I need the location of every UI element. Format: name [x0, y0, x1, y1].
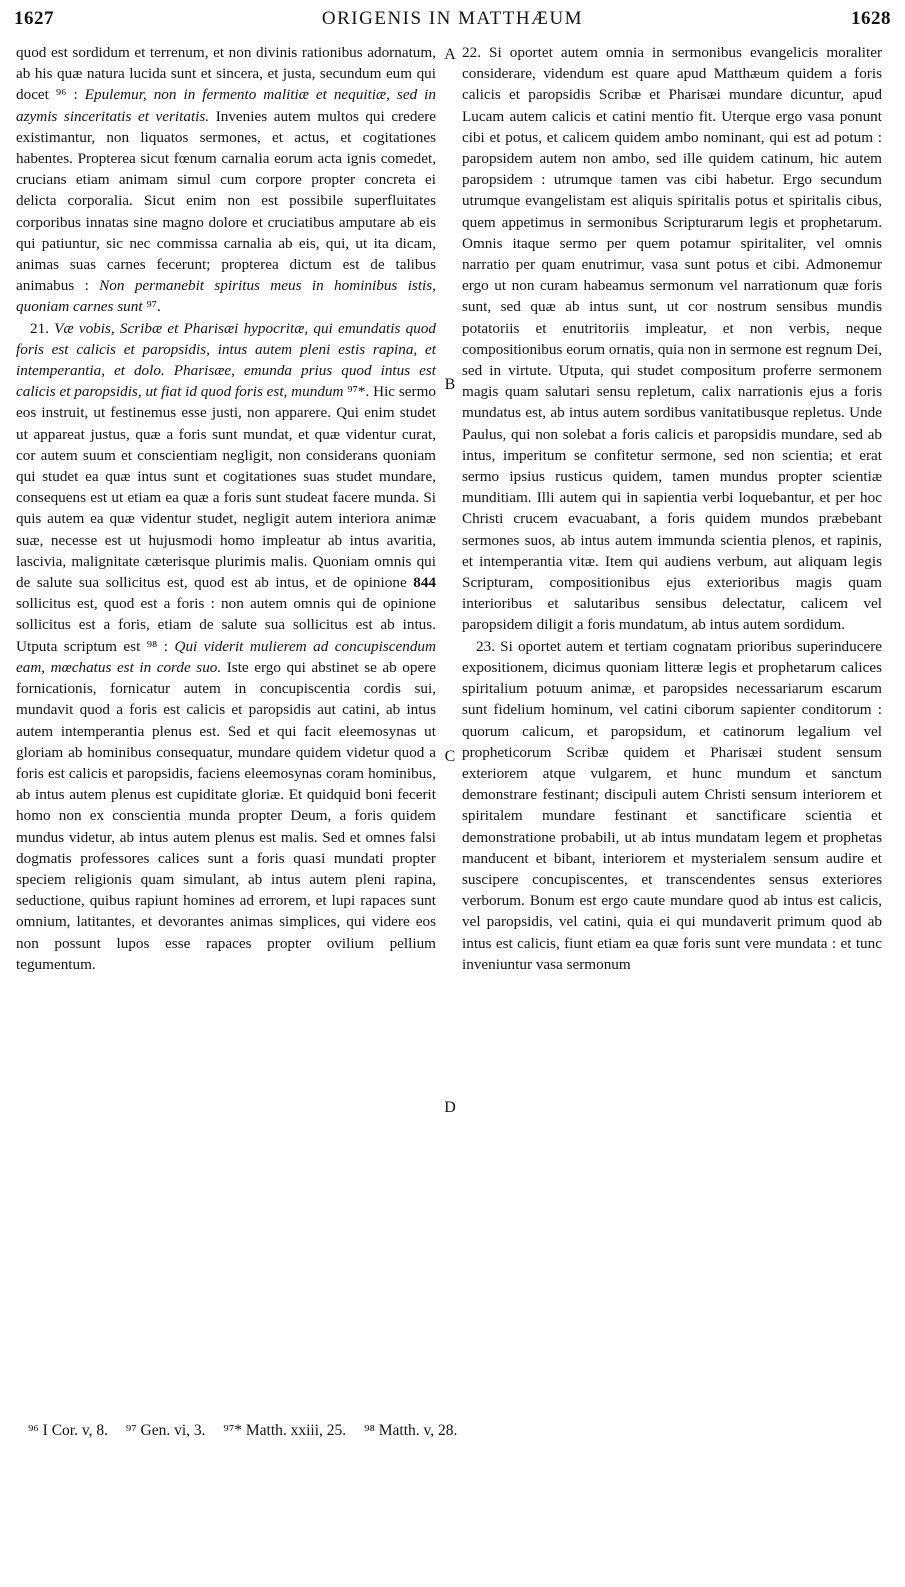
- footnote: ⁹⁸ Matth. v, 28.: [364, 1422, 458, 1439]
- section-number: 23.: [476, 637, 501, 655]
- paragraph: [16, 42, 436, 318]
- body-text: Iste ergo qui abstinet se ab opere fornicationis, fornicatur autem in concupiscentia cordis sui, mundavit quod a foris est calicis et paropsidis aut catini, ab intus autem intemperantia plenus est. Sed et qui facit eleemosynas ut gloriam ab hominibus consequatur, mundare quidem videtur quod a foris est calicis et paropsidis, faciens eleemosynas coram hominibus, ab intus autem plenus est cupiditate gloriæ. Et quidquid boni fecerit homo non ex conscientia munda propter Deum, a foris quidem mundus videtur, ab intus autem plenus est malis. Sed et omnes falsi dogmatis professores calices sunt a foris quasi mundati propter speciem religionis quam simulant, ab intus autem pleni rapina, seductione, quibus rapiunt homines ad errorem, et lupi rapaces sunt omnium, latitantes, et devorantes animas simplices, qui videre eos non possunt lupos esse rapaces propter ovilium pellium tegumentum.: [16, 658, 437, 973]
- body-text: ⁹⁷*. Hic sermo eos instruit, ut festinemus esse justi, non apparere. Qui enim studet ut appareat justus, quæ a foris sunt mundat, et quæ videntur curat, cor autem suum et conscientiam negligit, non considerans quoniam qui studet ea quæ intus sunt et cogitationes suas studet mundare, consequens est ut etiam ea quæ a foris sunt studeat facere munda. Si quis autem ea quæ videntur studet, negligit autem interiora animæ suæ, necesse est ut hujusmodi homo impleatur ab intus avaritia, lascivia, malignitate cæterisque plurimis malis. Quoniam omnis qui de salute sua sollicitus est, quod est ab intus, et de opinione: [16, 383, 436, 592]
- body-text: Invenies autem multos qui credere existimantur, non liquatos sermones, et actus, et cogitationes habentes. Propterea sicut fœnum carnalia eorum acta ignis comedet, crucians etiam animam simul cum corpore propter concreta ei delicta corporalia. Sicut enim non est possibile superfluitates corporibus innatas sine magno dolore et cruciatibus amputare ab eis qui patiuntur, sic nec commissa carnalia ab eis, qui, ut ita dicam, animas suas carnes fecerunt; propterea dictum est de talibus animabus :: [16, 107, 436, 295]
- footnote: ⁹⁶ I Cor. v, 8.: [28, 1422, 108, 1439]
- running-title: ORIGENIS IN MATTHÆUM: [321, 8, 584, 29]
- left-column: [16, 42, 436, 975]
- footnote: ⁹⁷* Matth. xxiii, 25.: [223, 1422, 347, 1439]
- section-number: 22.: [462, 44, 490, 61]
- body-text: ⁹⁷.: [142, 298, 161, 316]
- paragraph: [462, 636, 882, 975]
- margin-letter-d: D: [444, 1099, 456, 1116]
- body-text: Si oportet autem et tertiam cognatam prioribus superinducere expositionem, dicimus quoniam litteræ legis et prophetarum calices spiritalium potuum animæ, et paropsides necessariarum escarum sunt fidelium hominum, vel catini ciborum sapienter conditorum : quorum calicum, et paropsidum, et catinorum legalium vel propheticorum Scribæ quidem et Pharisæi student sensum exteriorem atque vulgarem, et hunc mundum et sanctum demonstrare festinant; discipuli autem Christi sensum interiorem et spiritalem mundare festinant et sanctificare scientia et demonstratione probabili, ut ab intus mundatam legem et prophetas manducent et bibant, interiorem et mysterialem sensum audire et suscipere concupiscentes, et transcendentes sensus exteriores verborum. Bonum est ergo caute mundare quod ab intus est calicis, vel paropsidis, vel catini, quia ei qui mundaverit primum quod ab intus est calicis, fiunt etiam ea quæ foris sunt vere mundata : et tunc inveniuntur vasa sermonum: [462, 637, 882, 973]
- paragraph: [16, 318, 436, 975]
- paragraph: [462, 42, 882, 636]
- column-marker: 844: [413, 574, 436, 592]
- quotation-text: Qui viderit mulierem ad concupiscendum eam, mœchatus est in corde suo.: [16, 637, 436, 676]
- quotation-text: Væ vobis, Scribæ et Pharisæi hypocritæ, qui emundatis quod foris est calicis et paropsidis, intus autem pleni estis rapina, et intemperantia, et dolo. Pharisæe, emunda prius quod intus est calicis et paropsidis, ut fiat id quod foris est, mundum: [16, 319, 437, 401]
- footnotes: [28, 1421, 885, 1441]
- body-text: Si oportet autem omnia in sermonibus evangelicis moraliter considerare, videndum est quare apud Matthæum quidem a foris calicis et paropsidis Scribæ et Pharisæi mundare dicuntur, apud Lucam autem calicis et catini mentio fit. Uterque ergo vasa ponunt cibi et potus, et calicem quidem ambo nominant, qui est ad potum : paropsidem autem non ambo, sed ille quidem catinum, hic autem paropsidem : utrumque tamen vas cibi habetur. Ergo secundum utrumque evangelistam est aliquis spiritalis potus et spiritalis cibus, quem appetimus in sermonibus Scripturarum legis et prophetarum. Omnis itaque sermo per quem potamur spiritaliter, vel omnis narratio per quam enutrimur, vasa sunt potus et cibi. Admonemur ergo ut non curam habeamus sermonum vel narrationum quæ foris sunt, sed quæ ab intus sunt, ut cor nostrum sensibus mundis potatoriis et enutritoriis impleatur, et non verbis, neque compositionibus eorum ornatis, quia non in sermone est regnum Dei, sed in virtute. Utputa, qui studet compositum proferre sermonem magis quam salutari sensu repletum, calix narrationis ejus a foris mundatus est, ab intus autem sordibus vanitatibusque repletus. Unde Paulus, qui non solebat a foris calicis et paropsidis mundare, sed ab intus, imperitum se confitetur sermone, sed non scientia; et erat sermo ipsius rusticus quidem, tamen mundus propter scientiæ munditiam. Illi autem qui in sapientia verbi loquebantur, et per hoc Christi crucem evacuabant, a foris quidem mundos præbebant sermones suos, ab intus autem immunda scientia plenos, et rapinis, et intemperantia vitæ. Item qui audiens verbum, aut aliquam legis Scripturam, compositionibus ejus exterioribus magis quam interioribus et salutaribus sensibus delectatur, calicem vel paropsidem diligit a foris mundatum, ab intus autem sordidum.: [462, 44, 883, 634]
- margin-letter-a: A: [444, 46, 456, 63]
- page-header: [14, 8, 891, 38]
- body-text: quod est sordidum et terrenum, et non divinis rationibus adornatum, ab his quæ natura lucida sunt et sincera, et justa, secundum eum qui docet ⁹⁶ :: [16, 44, 436, 104]
- right-column: [462, 42, 882, 975]
- section-number: 21.: [30, 319, 55, 337]
- margin-letter-c: C: [444, 748, 456, 765]
- page-number-left: 1627: [14, 8, 54, 29]
- quotation-text: Non permanebit spiritus meus in hominibus istis, quoniam carnes sunt: [16, 277, 436, 316]
- footnote: ⁹⁷ Gen. vi, 3.: [125, 1422, 206, 1439]
- body-text: sollicitus est, quod est a foris : non autem omnis qui de opinione sollicitus est a foris, etiam de salute sua sollicitus est ab intus. Utputa scriptum est ⁹⁸ :: [16, 595, 436, 655]
- margin-letter-b: B: [444, 376, 456, 393]
- page-number-right: 1628: [851, 8, 891, 29]
- quotation-text: Epulemur, non in fermento malitiæ et nequitiæ, sed in azymis sinceritatis et veritatis.: [16, 86, 436, 125]
